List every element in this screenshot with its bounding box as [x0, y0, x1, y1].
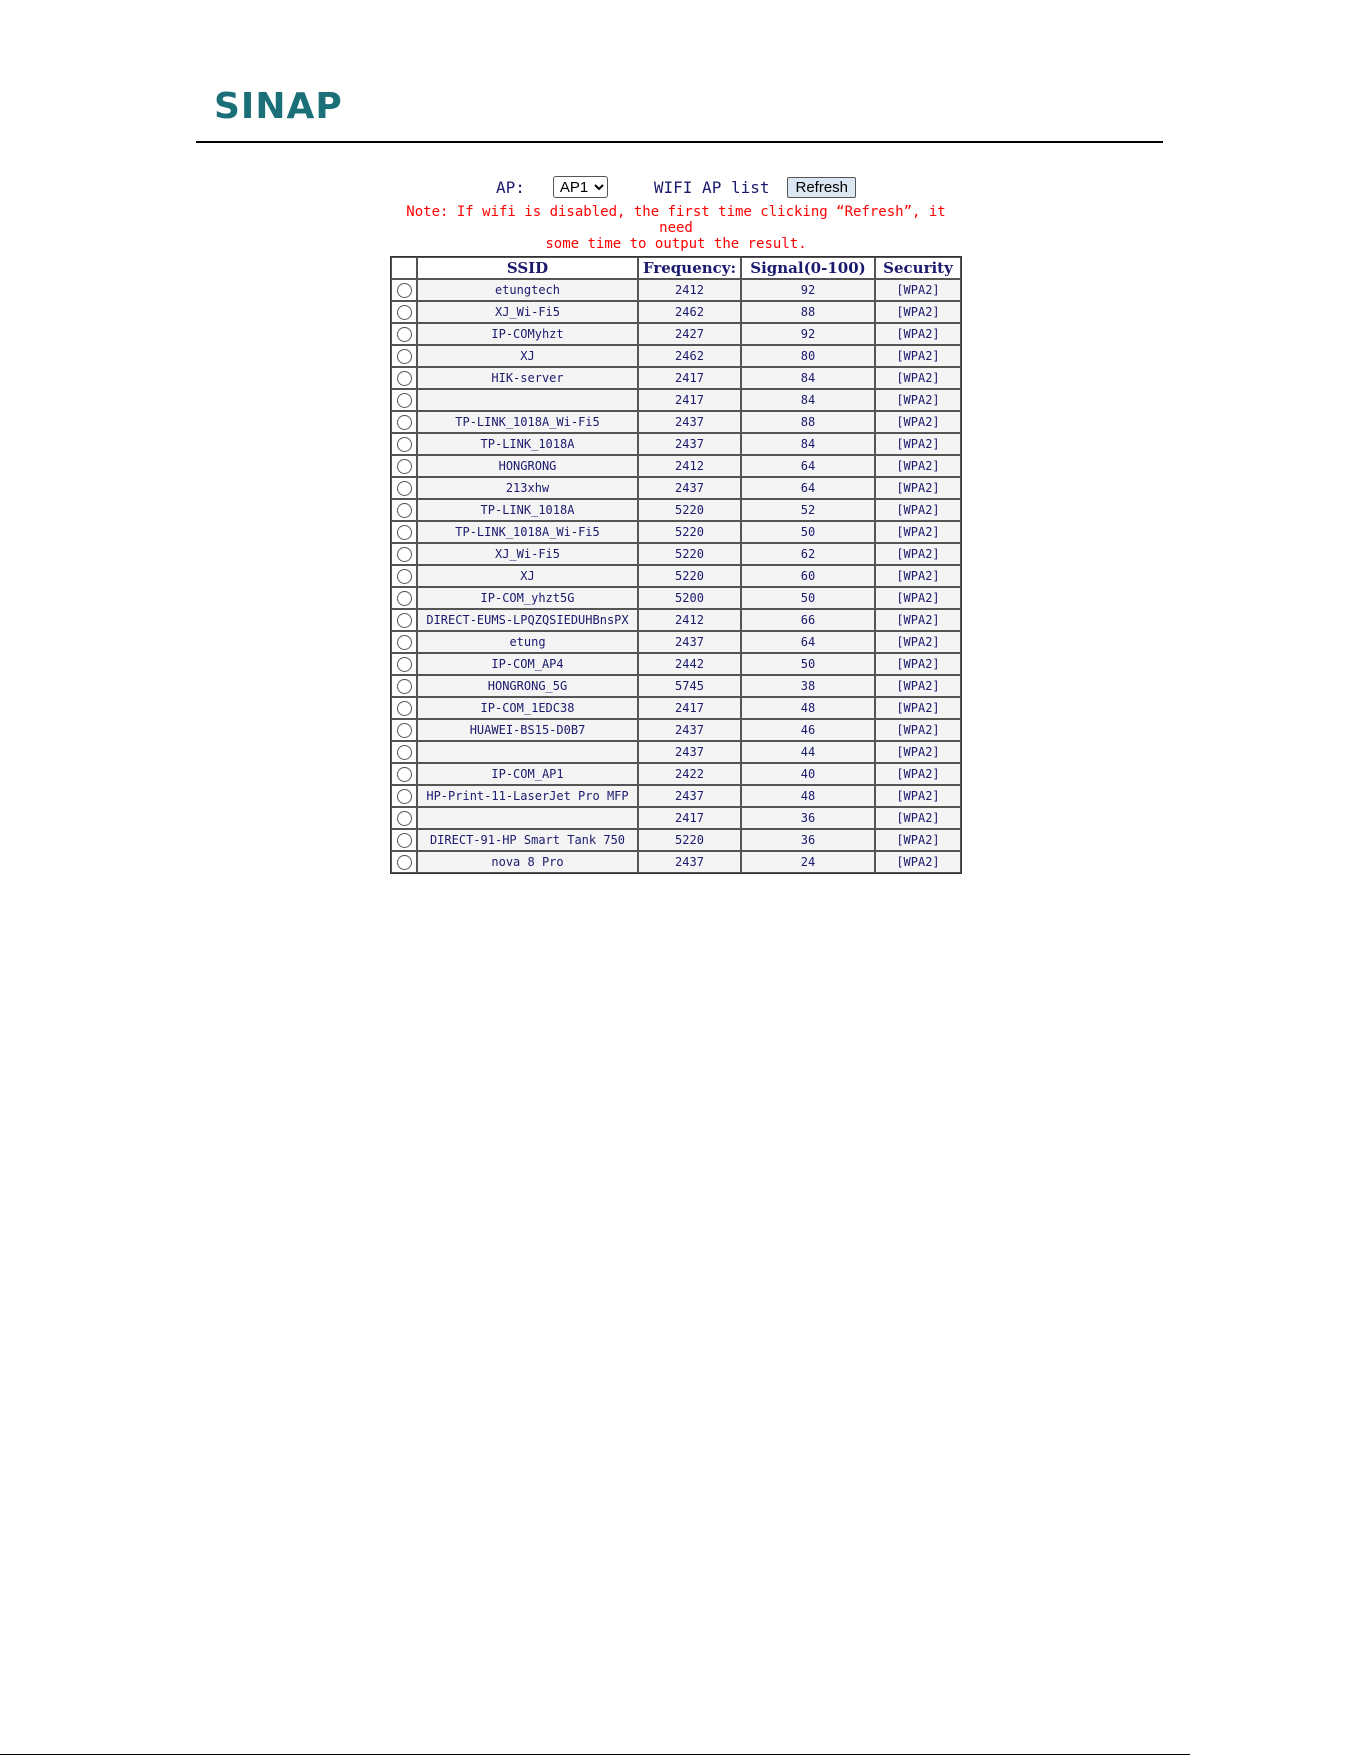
ssid-cell: DIRECT-91-HP Smart Tank 750	[417, 829, 638, 851]
security-cell: [WPA2]	[875, 675, 961, 697]
ap-select-radio[interactable]	[397, 437, 412, 452]
signal-cell: 84	[741, 367, 875, 389]
signal-cell: 36	[741, 807, 875, 829]
select-cell	[391, 829, 417, 851]
security-cell: [WPA2]	[875, 521, 961, 543]
frequency-cell: 5745	[638, 675, 741, 697]
table-header-row	[391, 257, 961, 279]
frequency-cell: 2462	[638, 301, 741, 323]
table-row	[391, 455, 961, 477]
frequency-cell: 2437	[638, 719, 741, 741]
select-cell	[391, 433, 417, 455]
frequency-cell: 2462	[638, 345, 741, 367]
table-row	[391, 741, 961, 763]
security-cell: [WPA2]	[875, 455, 961, 477]
frequency-cell: 2427	[638, 323, 741, 345]
ssid-cell: IP-COM_AP1	[417, 763, 638, 785]
table-row	[391, 631, 961, 653]
ap-select-radio[interactable]	[397, 701, 412, 716]
select-cell	[391, 763, 417, 785]
select-cell	[391, 609, 417, 631]
signal-cell: 92	[741, 279, 875, 301]
select-cell	[391, 587, 417, 609]
ssid-cell: etungtech	[417, 279, 638, 301]
signal-column-header: Signal(0-100)	[741, 257, 875, 279]
frequency-cell: 2437	[638, 477, 741, 499]
ap-select-radio[interactable]	[397, 503, 412, 518]
table-row	[391, 279, 961, 301]
signal-cell: 64	[741, 455, 875, 477]
security-cell: [WPA2]	[875, 807, 961, 829]
security-cell: [WPA2]	[875, 851, 961, 873]
security-cell: [WPA2]	[875, 741, 961, 763]
security-cell: [WPA2]	[875, 763, 961, 785]
ssid-cell: IP-COM_yhzt5G	[417, 587, 638, 609]
frequency-cell: 2417	[638, 389, 741, 411]
frequency-cell: 2417	[638, 367, 741, 389]
ap-select-radio[interactable]	[397, 657, 412, 672]
table-row	[391, 323, 961, 345]
ap-select-radio[interactable]	[397, 789, 412, 804]
security-cell: [WPA2]	[875, 323, 961, 345]
frequency-cell: 2412	[638, 609, 741, 631]
frequency-cell: 5220	[638, 829, 741, 851]
select-cell	[391, 565, 417, 587]
signal-cell: 48	[741, 697, 875, 719]
select-cell	[391, 323, 417, 345]
ap-select-radio[interactable]	[397, 591, 412, 606]
select-cell	[391, 807, 417, 829]
security-cell: [WPA2]	[875, 279, 961, 301]
frequency-cell: 2422	[638, 763, 741, 785]
signal-cell: 36	[741, 829, 875, 851]
ssid-cell: HONGRONG	[417, 455, 638, 477]
wifi-ap-panel	[390, 174, 962, 874]
select-cell	[391, 455, 417, 477]
select-cell	[391, 389, 417, 411]
table-row	[391, 433, 961, 455]
frequency-cell: 2437	[638, 851, 741, 873]
ap-select-radio[interactable]	[397, 613, 412, 628]
select-cell	[391, 851, 417, 873]
ap-select-radio[interactable]	[397, 415, 412, 430]
ap-select-radio[interactable]	[397, 569, 412, 584]
ap-select-radio[interactable]	[397, 723, 412, 738]
frequency-cell: 2437	[638, 631, 741, 653]
ssid-cell: TP-LINK_1018A	[417, 499, 638, 521]
ap-select-radio[interactable]	[397, 349, 412, 364]
select-cell	[391, 499, 417, 521]
security-cell: [WPA2]	[875, 609, 961, 631]
signal-cell: 44	[741, 741, 875, 763]
table-row	[391, 367, 961, 389]
ssid-cell: TP-LINK_1018A_Wi-Fi5	[417, 411, 638, 433]
frequency-cell: 2412	[638, 455, 741, 477]
ap-select-radio[interactable]	[397, 679, 412, 694]
ssid-cell: XJ	[417, 345, 638, 367]
signal-cell: 40	[741, 763, 875, 785]
table-row	[391, 653, 961, 675]
ssid-cell: DIRECT-EUMS-LPQZQSIEDUHBnsPX	[417, 609, 638, 631]
refresh-button[interactable]: Refresh	[787, 177, 856, 198]
table-row	[391, 543, 961, 565]
frequency-cell: 2417	[638, 697, 741, 719]
select-cell	[391, 543, 417, 565]
security-cell: [WPA2]	[875, 587, 961, 609]
ap-select-radio[interactable]	[397, 547, 412, 562]
security-cell: [WPA2]	[875, 433, 961, 455]
signal-cell: 52	[741, 499, 875, 521]
header-divider	[196, 141, 1163, 143]
select-cell	[391, 785, 417, 807]
ap-select-radio[interactable]	[397, 833, 412, 848]
signal-cell: 50	[741, 521, 875, 543]
select-cell	[391, 411, 417, 433]
ap-table-body	[391, 279, 961, 873]
ssid-cell: 213xhw	[417, 477, 638, 499]
security-cell: [WPA2]	[875, 301, 961, 323]
table-row	[391, 301, 961, 323]
frequency-cell: 2417	[638, 807, 741, 829]
table-row	[391, 697, 961, 719]
signal-cell: 64	[741, 477, 875, 499]
select-cell	[391, 477, 417, 499]
ap-select-radio[interactable]	[397, 635, 412, 650]
signal-cell: 38	[741, 675, 875, 697]
security-cell: [WPA2]	[875, 499, 961, 521]
security-cell: [WPA2]	[875, 785, 961, 807]
frequency-cell: 2442	[638, 653, 741, 675]
ap-select-radio[interactable]	[397, 283, 412, 298]
ssid-cell: TP-LINK_1018A	[417, 433, 638, 455]
table-row	[391, 785, 961, 807]
table-row	[391, 565, 961, 587]
security-cell: [WPA2]	[875, 345, 961, 367]
select-cell	[391, 675, 417, 697]
ssid-cell: etung	[417, 631, 638, 653]
security-cell: [WPA2]	[875, 565, 961, 587]
security-cell: [WPA2]	[875, 653, 961, 675]
select-cell	[391, 345, 417, 367]
security-cell: [WPA2]	[875, 543, 961, 565]
ap-select-radio[interactable]	[397, 481, 412, 496]
select-column-header	[391, 257, 417, 279]
signal-cell: 24	[741, 851, 875, 873]
select-cell	[391, 653, 417, 675]
security-cell: [WPA2]	[875, 719, 961, 741]
security-cell: [WPA2]	[875, 389, 961, 411]
frequency-cell: 5220	[638, 499, 741, 521]
table-row	[391, 807, 961, 829]
ssid-cell: HIK-server	[417, 367, 638, 389]
table-row	[391, 389, 961, 411]
ap-select-radio[interactable]	[397, 855, 412, 870]
signal-cell: 64	[741, 631, 875, 653]
table-row	[391, 345, 961, 367]
select-cell	[391, 521, 417, 543]
ssid-cell: nova 8 Pro	[417, 851, 638, 873]
signal-cell: 66	[741, 609, 875, 631]
table-row	[391, 411, 961, 433]
table-row	[391, 829, 961, 851]
signal-cell: 88	[741, 411, 875, 433]
signal-cell: 46	[741, 719, 875, 741]
ap-select-radio[interactable]	[397, 767, 412, 782]
security-cell: [WPA2]	[875, 367, 961, 389]
select-cell	[391, 631, 417, 653]
ap-select-radio[interactable]	[397, 459, 412, 474]
select-cell	[391, 367, 417, 389]
signal-cell: 50	[741, 653, 875, 675]
ap-select-radio[interactable]	[397, 371, 412, 386]
table-row	[391, 675, 961, 697]
signal-cell: 50	[741, 587, 875, 609]
ssid-cell: HUAWEI-BS15-D0B7	[417, 719, 638, 741]
select-cell	[391, 719, 417, 741]
frequency-column-header: Frequency:	[638, 257, 741, 279]
ssid-cell: IP-COMyhzt	[417, 323, 638, 345]
ap-select-radio[interactable]	[397, 745, 412, 760]
table-row	[391, 499, 961, 521]
select-cell	[391, 697, 417, 719]
signal-cell: 84	[741, 389, 875, 411]
security-cell: [WPA2]	[875, 411, 961, 433]
security-column-header: Security	[875, 257, 961, 279]
table-row	[391, 763, 961, 785]
frequency-cell: 5220	[638, 565, 741, 587]
ssid-cell: XJ_Wi-Fi5	[417, 543, 638, 565]
select-cell	[391, 301, 417, 323]
security-cell: [WPA2]	[875, 631, 961, 653]
ssid-cell	[417, 807, 638, 829]
frequency-cell: 2412	[638, 279, 741, 301]
ssid-cell: XJ	[417, 565, 638, 587]
wifi-ap-table	[390, 256, 962, 874]
signal-cell: 80	[741, 345, 875, 367]
ap-select-radio[interactable]	[397, 305, 412, 320]
ap-select-radio[interactable]	[397, 393, 412, 408]
ap-select-radio[interactable]	[397, 811, 412, 826]
ssid-cell: HP-Print-11-LaserJet Pro MFP	[417, 785, 638, 807]
page-footer-rule	[0, 1754, 1190, 1755]
frequency-cell: 2437	[638, 785, 741, 807]
ssid-cell: IP-COM_1EDC38	[417, 697, 638, 719]
ssid-column-header: SSID	[417, 257, 638, 279]
select-cell	[391, 741, 417, 763]
ap-select[interactable]	[553, 176, 608, 198]
security-cell: [WPA2]	[875, 697, 961, 719]
table-row	[391, 609, 961, 631]
select-cell	[391, 279, 417, 301]
refresh-note: Note: If wifi is disabled, the first time clicking “Refresh”, it need some time to output the result.	[406, 204, 946, 252]
table-row	[391, 587, 961, 609]
signal-cell: 60	[741, 565, 875, 587]
ssid-cell	[417, 741, 638, 763]
signal-cell: 62	[741, 543, 875, 565]
ssid-cell: TP-LINK_1018A_Wi-Fi5	[417, 521, 638, 543]
frequency-cell: 2437	[638, 741, 741, 763]
ssid-cell: HONGRONG_5G	[417, 675, 638, 697]
ssid-cell	[417, 389, 638, 411]
signal-cell: 92	[741, 323, 875, 345]
frequency-cell: 2437	[638, 411, 741, 433]
ap-select-radio[interactable]	[397, 327, 412, 342]
sinap-logo: SINAP	[214, 86, 343, 127]
signal-cell: 84	[741, 433, 875, 455]
table-row	[391, 719, 961, 741]
ap-label: AP:	[495, 177, 525, 197]
security-cell: [WPA2]	[875, 477, 961, 499]
table-row	[391, 851, 961, 873]
wifi-ap-list-label: WIFI AP list	[653, 177, 770, 197]
signal-cell: 48	[741, 785, 875, 807]
ssid-cell: XJ_Wi-Fi5	[417, 301, 638, 323]
frequency-cell: 2437	[638, 433, 741, 455]
security-cell: [WPA2]	[875, 829, 961, 851]
frequency-cell: 5200	[638, 587, 741, 609]
ssid-cell: IP-COM_AP4	[417, 653, 638, 675]
signal-cell: 88	[741, 301, 875, 323]
frequency-cell: 5220	[638, 543, 741, 565]
ap-select-radio[interactable]	[397, 525, 412, 540]
table-row	[391, 521, 961, 543]
frequency-cell: 5220	[638, 521, 741, 543]
table-row	[391, 477, 961, 499]
ap-controls	[390, 174, 962, 200]
